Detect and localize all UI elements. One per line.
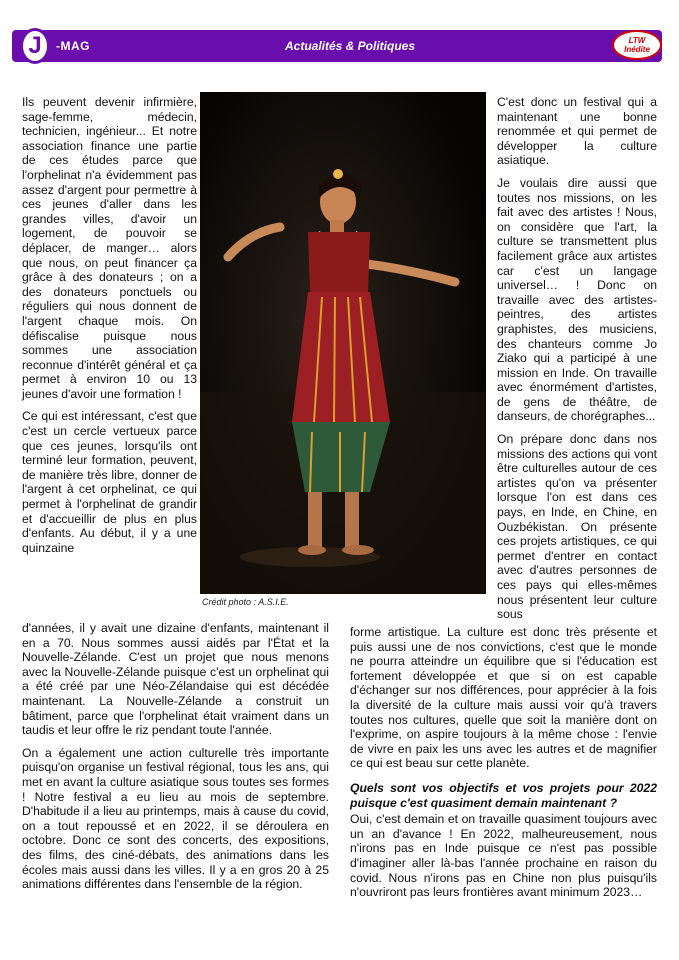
article-lower-left	[22, 621, 329, 900]
ltw-badge	[612, 30, 662, 60]
badge-line1: LTW	[628, 36, 646, 45]
article-column-left	[22, 95, 197, 563]
dancer-illustration	[200, 92, 486, 594]
paragraph: C'est donc un festival qui a maintenant une bonne renommée et qui permet de développer la culture asiatique.	[497, 95, 657, 168]
logo-text: -MAG	[56, 39, 90, 53]
article-lower-right	[350, 625, 657, 908]
paragraph: forme artistique. La culture est donc très présente et puis aussi une de nos convictions, c'est que le monde ne pourra atteindre un équilibre que si l'éducation est fortement développée et que si on est capable d'échanger sur nos différences, pour apprécier à la fois la diversité de la culture mais aussi voir qu'à travers toutes nos cultures, quelle que soit la manière dont on l'exprime, on aspire toujours à la même chose : l'envie de vivre en paix les uns avec les autres et de magnifier ce qui est beau sur cette planète.	[350, 625, 657, 771]
interview-question: Quels sont vos objectifs et vos projets pour 2022 puisque c'est quasiment demain maintenant ?	[350, 780, 657, 810]
paragraph: d'années, il y avait une dizaine d'enfants, maintenant il en a 70. Nous sommes aussi aidés par l'État et la Nouvelle-Zélande. C'est un projet que nous menons avec la Nouvelle-Zélande puisque c'est un orphelinat qui a été créé par une Néo-Zélandaise qui est décédée maintenant. La Nouvelle-Zélande a construit un bâtiment, parce que l'orphelinat était vraiment dans un taudis et leur offre le riz pendant toute l'année.	[22, 621, 329, 738]
photo-caption: Crédit photo : A.S.I.E.	[202, 597, 289, 607]
paragraph: On prépare donc dans nos missions des actions qui vont être culturelles autour de ces artistes qu'on va présenter lorsque l'on est dans ces pays, en Inde, en Chine, en Ouzbékistan. On présente ces projets artistiques, ce qui permet d'entrer en contact avec d'autres personnes de ces pays qui elles-mêmes nous présentent leur culture sous	[497, 432, 657, 622]
article-column-right	[497, 95, 657, 630]
paragraph: Oui, c'est demain et on travaille quasiment toujours avec un an d'avance ! En 2022, malheureusement, nous n'irons pas en Inde puisque ce n'est pas possible d'imaginer aller là-bas l'année prochaine en raison du covid. Nous n'irons pas en Chine non plus puisqu'ils n'ouvriront pas leurs frontières avant minimum 2023…	[350, 812, 657, 900]
dancer-photo	[200, 92, 486, 594]
badge-line2: Inédite	[624, 45, 650, 54]
paragraph: Je voulais dire aussi que toutes nos missions, on les fait avec des artistes ! Nous, on considère que l'art, la culture se transmettent plus facilement grâce aux artistes car c'est un langage universel… ! Donc on travaille avec des artistes-peintres, des artistes graphistes, des musiciens, des chanteurs comme Jo Ziako qui a participé à une mission en Inde. On travaille avec énormément d'artistes, de gens de théâtre, de danseurs, de chorégraphes...	[497, 175, 657, 424]
paragraph: Ce qui est intéressant, c'est que c'est un cercle vertueux parce que ces jeunes, lorsqu'ils ont terminé leur formation, peuvent, de manière très libre, donner de l'argent à cet orphelinat, ce qui permet à l'orphelinat de grandir et d'accueillir de plus en plus d'enfants. Au début, il y a une quinzaine	[22, 409, 197, 555]
paragraph: On a également une action culturelle très importante puisqu'on organise un festival régional, tous les ans, qui met en avant la culture asiatique sous toutes ses formes ! Notre festival a eu lieu au mois de septembre. D'habitude il a lieu au printemps, mais à cause du covid, on a tout repoussé et en 2022, il se déroulera en octobre. Donc ce sont des concerts, des expositions, des films, des ciné-débats, des animations dans les écoles mais aussi dans les villes. Il y a en gros 20 à 25 animations différentes dans l'ensemble de la région.	[22, 745, 329, 892]
paragraph: Ils peuvent devenir infirmière, sage-femme, médecin, technicien, ingénieur... Et notre association finance une partie de ces études parce que l'orphelinat n'a évidemment pas assez d'argent pour permettre à ces jeunes d'aller dans les grandes villes, d'avoir un logement, de pouvoir se déplacer, de manger… alors que nous, on peut financer ça grâce à des donateurs ; on a des donateurs ponctuels ou réguliers qui nous donnent de l'argent chaque mois. On défiscalise puisque nous sommes une association reconnue d'intérêt général et ça permet à environ 10 ou 13 jeunes d'avoir une formation !	[22, 95, 197, 401]
section-title: Actualités & Politiques	[284, 39, 416, 53]
jmag-logo: J	[20, 28, 50, 64]
